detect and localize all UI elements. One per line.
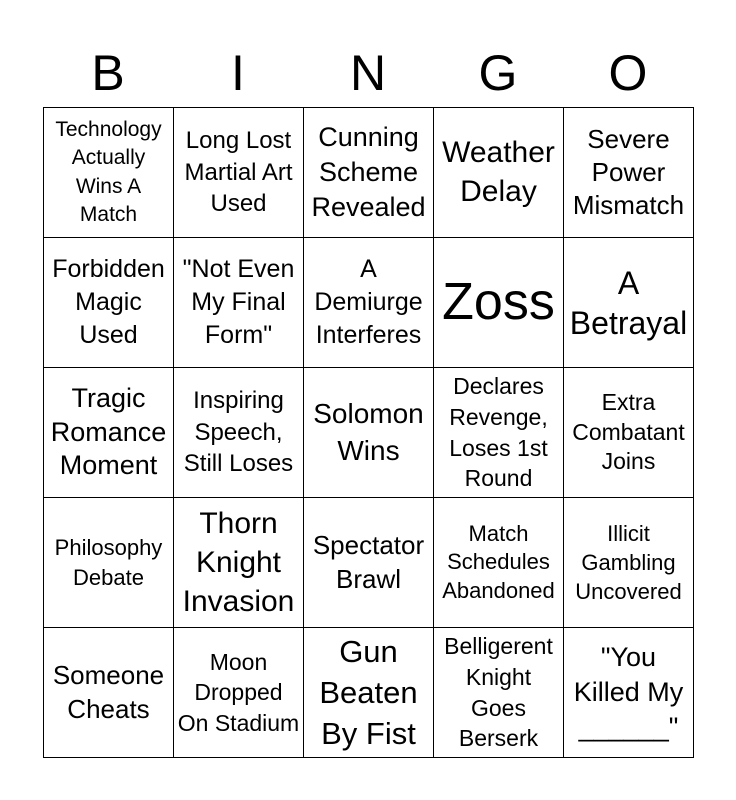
bingo-cell[interactable]: Forbidden Magic Used — [44, 238, 174, 368]
bingo-cell[interactable]: Illicit Gambling Uncovered — [564, 498, 694, 628]
grid-row — [44, 108, 694, 238]
bingo-grid — [43, 107, 694, 758]
grid-row — [44, 498, 694, 628]
header-letter-o: O — [608, 45, 648, 101]
bingo-cell[interactable]: "Not Even My Final Form" — [174, 238, 304, 368]
bingo-cell[interactable]: Solomon Wins — [304, 368, 434, 498]
bingo-cell[interactable]: "You Killed My ______" — [564, 628, 694, 758]
grid-row — [44, 238, 694, 368]
grid-row — [44, 628, 694, 758]
bingo-cell[interactable]: Declares Revenge, Loses 1st Round — [434, 368, 564, 498]
header-letter-g: G — [478, 45, 518, 101]
bingo-cell[interactable]: Thorn Knight Invasion — [174, 498, 304, 628]
bingo-cell[interactable]: Cunning Scheme Revealed — [304, 108, 434, 238]
bingo-cell[interactable]: A Demiurge Interferes — [304, 238, 434, 368]
bingo-cell[interactable]: Weather Delay — [434, 108, 564, 238]
bingo-cell[interactable]: Spectator Brawl — [304, 498, 434, 628]
bingo-header — [43, 40, 693, 106]
bingo-cell[interactable]: Philosophy Debate — [44, 498, 174, 628]
header-letter-b: B — [91, 45, 125, 101]
header-letter-n: N — [349, 45, 387, 101]
header-letter-i: I — [231, 45, 245, 101]
bingo-cell[interactable]: Inspiring Speech, Still Loses — [174, 368, 304, 498]
bingo-cell[interactable]: Long Lost Martial Art Used — [174, 108, 304, 238]
bingo-cell[interactable]: Someone Cheats — [44, 628, 174, 758]
bingo-cell[interactable]: Tragic Romance Moment — [44, 368, 174, 498]
bingo-cell[interactable]: Belligerent Knight Goes Berserk — [434, 628, 564, 758]
bingo-cell[interactable]: A Betrayal — [564, 238, 694, 368]
bingo-cell[interactable]: Moon Dropped On Stadium — [174, 628, 304, 758]
grid-row — [44, 368, 694, 498]
bingo-cell[interactable]: Gun Beaten By Fist — [304, 628, 434, 758]
bingo-cell[interactable]: Technology Actually Wins A Match — [44, 108, 174, 238]
bingo-cell[interactable]: Match Schedules Abandoned — [434, 498, 564, 628]
bingo-cell[interactable]: Zoss — [434, 238, 564, 368]
bingo-cell[interactable]: Extra Combatant Joins — [564, 368, 694, 498]
bingo-cell[interactable]: Severe Power Mismatch — [564, 108, 694, 238]
